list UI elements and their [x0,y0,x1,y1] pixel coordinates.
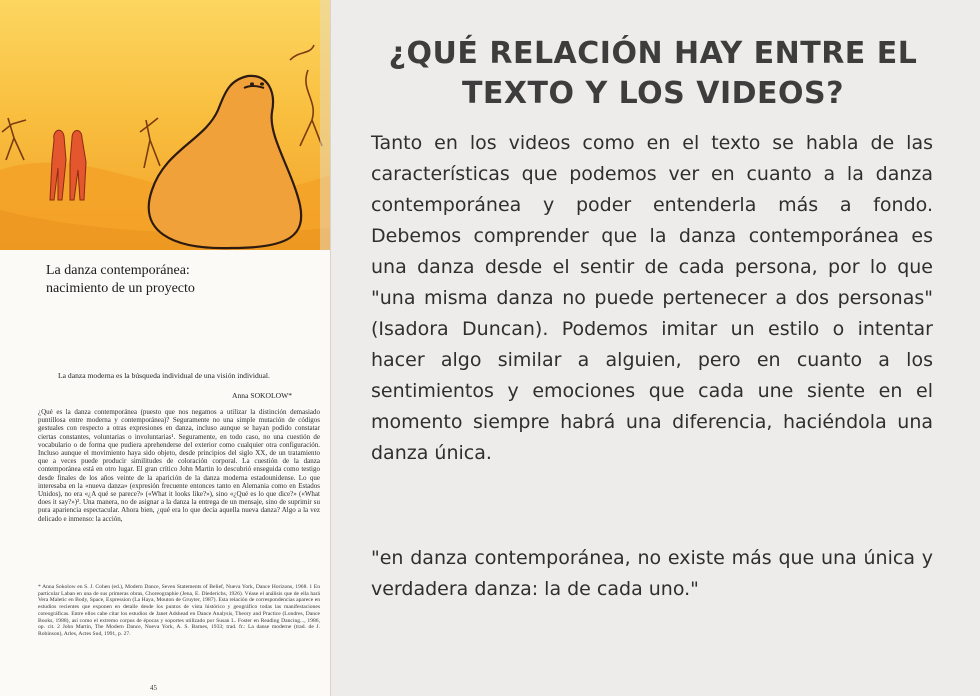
book-page-number: 45 [150,684,157,692]
book-title-line-2: nacimiento de un proyecto [46,281,195,296]
book-epigraph: La danza moderna es la búsqueda individual de una visión individual. [58,371,270,380]
dance-illustration [0,0,330,250]
book-page-scan [0,0,331,696]
book-body-text: ¿Qué es la danza contemporánea (puesto que nos negamos a utilizar la distinción demasiado puntillosa entre moderna y contemporánea)? Seguramente no una simple mutación de códigos gestuales con respecto a otras expresiones en danza, incluso aunque se hayan podido constatar ciertas constantes, voluntarias o involuntarias¹. Seguramente, en todo caso, no una cuestión de vocabulario o de forma que pudiera aprehenderse del exterior como cualquier otra configuración. Incluso aunque el movimiento haya sido objeto, desde principios del siglo XX, de un tratamiento que a veces puede producir similitudes de coloración corporal. La cuestión de la danza contemporánea está en otro lugar. El gran crítico John Martin lo descubrió enseguida como testigo desde finales de los años veinte de la aparición de la danza moderna estadounidense. Lo que interesaba en la «nueva danza» (expresión frecuente entonces tanto en Alemania como en Estados Unidos), no era «¿A qué se parece?» («What it looks like?»), sino «¿Qué es lo que dice?» («What does it say?»)². Una manera, no de asignar a la danza la entrega de un mensaje, sino de suprimir su pura apariencia espectacular. Ahora bien, ¿qué era lo que decía aquella nueva danza? Algo a la vez delicado e inmenso: la acción, [38,408,320,523]
main-paragraph: Tanto en los videos como en el texto se habla de las características que podemos ver en cuanto a la danza contemporánea y poder entenderla más a fondo. Debemos comprender que la danza contemporánea es una danza desde el sentir de cada persona, por lo que "una misma danza no puede pertenecer a dos personas" (Isadora Duncan). Podemos imitar un estilo o intentar hacer algo similar a alguien, pero en cuanto a los sentimientos y emociones que cada une siente en el momento siempre habrá una diferencia, haciéndola una danza única. [371,132,933,464]
book-epigraph-author: Anna SOKOLOW* [232,391,293,400]
slide-heading: ¿QUÉ RELACIÓN HAY ENTRE EL TEXTO Y LOS VIDEOS? [388,36,918,111]
quote-paragraph: "en danza contemporánea, no existe más que una única y verdadera danza: la de cada uno." [371,547,933,600]
book-footnotes: * Anna Sokolow en S. J. Cohen (ed.), Modern Dance, Seven Statements of Belief, Nueva York, Dance Horizons, 1968. 1 En particular Laban en una de sus primeras obras, Choreographie (Jena, E. Diederichs, 1926). Véase el análisis que de ella hará Vera Maletic en Body, Space, Expression (La Haya, Mouton de Gruyter, 1987). Esta relación de correspondencias aparece en estudios recientes que exponen en detalle desde los puntos de vista histórico y geográfico todas las manifestaciones coreográficas. Entre ellos cabe citar los estudios de Janet Adshead en Dance Analysis, Theory and Practice (Londres, Dance Books, 1988), así como el extremo corpus de épocas y soportes utilizado por Susan L. Foster en Reading Dancing..., 1986, op. cit. 2 John Martin, The Modern Dance, Nueva York, A. S. Barnes, 1933; trad. fr.: La danse moderne (trad. de J. Robinson), Arles, Actes Sud, 1991, p. 27. [38,584,320,637]
book-title-line-1: La danza contemporánea: [46,263,190,278]
book-chapter-title [46,262,316,298]
